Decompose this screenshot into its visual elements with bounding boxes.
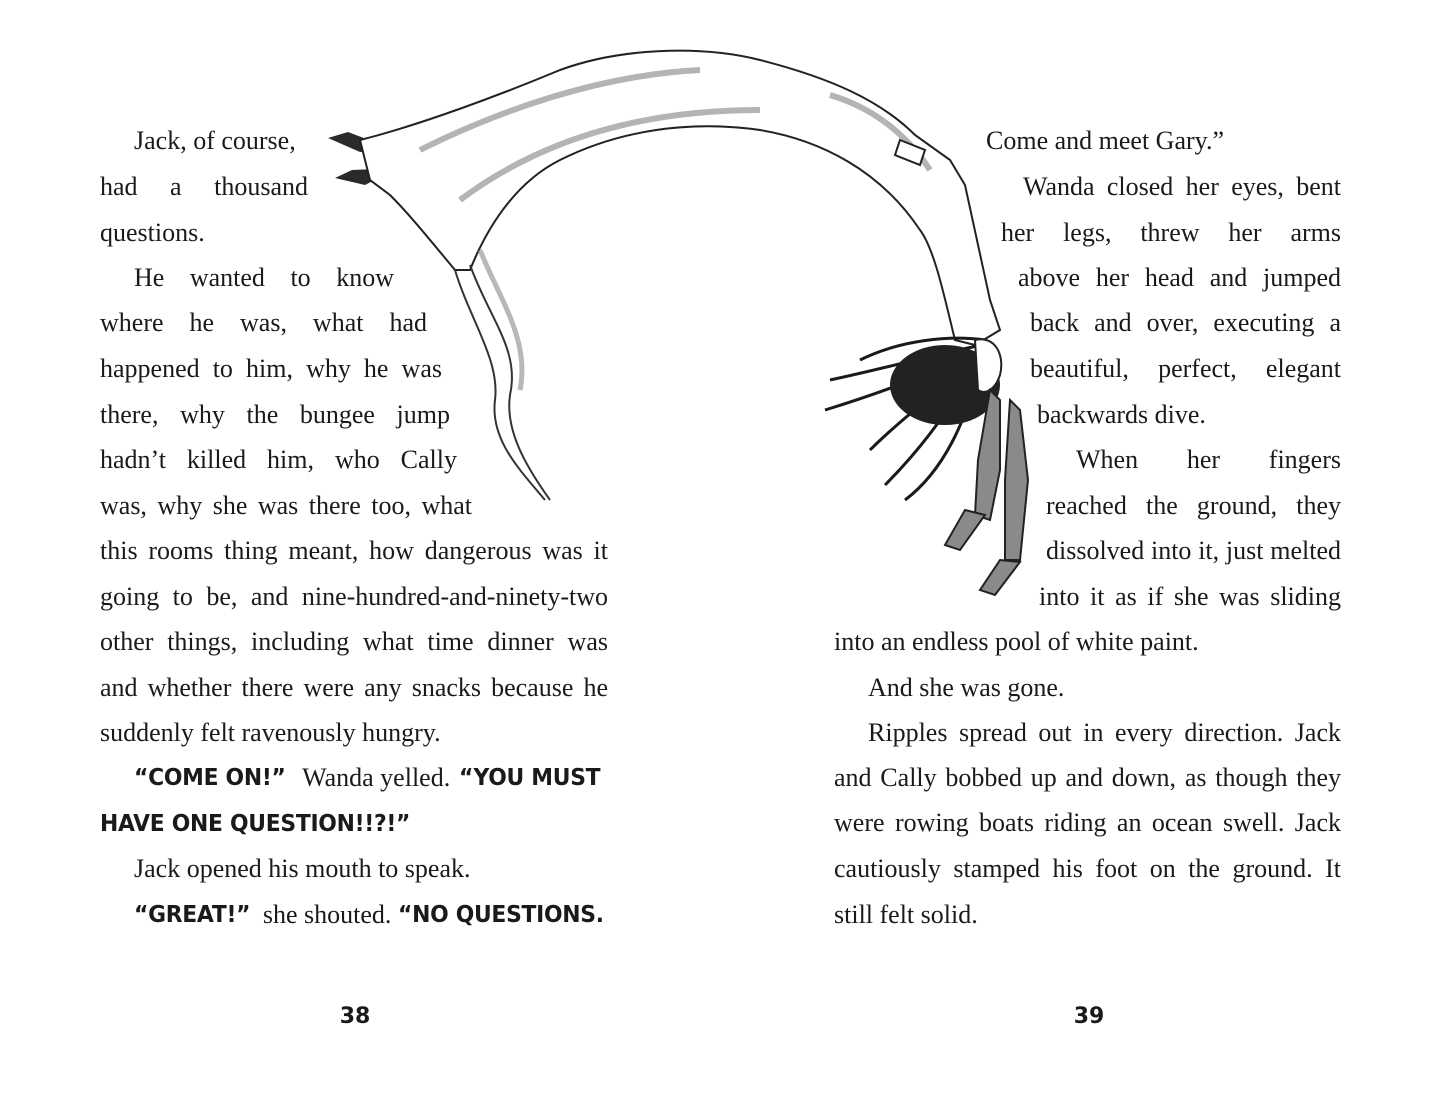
text-line: above her head and jumped xyxy=(1018,263,1341,292)
text-line: happened to him, why he was xyxy=(100,354,442,383)
text-line: Wanda closed her eyes, bent xyxy=(1023,172,1341,201)
text-line: her legs, threw her arms xyxy=(1001,218,1341,247)
shout-text: “NO QUESTIONS. xyxy=(397,902,604,928)
shout-line xyxy=(134,755,608,801)
text-line: dissolved into it, just melted xyxy=(1046,536,1341,565)
text-line: was, why she was there too, what xyxy=(100,491,472,520)
shout-line xyxy=(134,892,608,938)
text-line: this rooms thing meant, how dangerous was it xyxy=(100,536,608,565)
dress-body xyxy=(360,51,1000,345)
dialogue-tag: Wanda yelled. xyxy=(296,763,457,792)
text-line: still felt solid. xyxy=(834,900,978,929)
shout-text: “COME ON!” xyxy=(134,765,286,791)
shout-text: HAVE ONE QUESTION!!?!” xyxy=(100,811,411,837)
text-line: into it as if she was sliding xyxy=(1039,582,1341,611)
dialogue-tag: she shouted. xyxy=(256,900,398,929)
page-number: 38 xyxy=(339,1004,371,1029)
shout-text: “YOU MUST xyxy=(459,765,601,791)
text-line: hadn’t killed him, who Cally xyxy=(100,445,457,474)
text-line: Jack opened his mouth to speak. xyxy=(134,854,471,883)
flowing-fabric xyxy=(455,250,550,500)
text-line: back and over, executing a xyxy=(1030,308,1341,337)
text-line: cautiously stamped his foot on the ground. It xyxy=(834,854,1341,883)
text-line: beautiful, perfect, elegant xyxy=(1030,354,1341,383)
text-line: Ripples spread out in every direction. Jack xyxy=(868,718,1341,747)
text-line: backwards dive. xyxy=(1037,400,1206,429)
text-line: reached the ground, they xyxy=(1046,491,1341,520)
text-line: And she was gone. xyxy=(868,673,1065,702)
text-line: and whether there were any snacks because he xyxy=(100,673,608,702)
page-number: 39 xyxy=(1073,1004,1105,1029)
text-line: Jack, of course, xyxy=(134,126,296,155)
text-line: and Cally bobbed up and down, as though they xyxy=(834,763,1341,792)
shout-text: “GREAT!” xyxy=(134,902,251,928)
text-line: had a thousand xyxy=(100,172,308,201)
text-line: other things, including what time dinner was xyxy=(100,627,608,656)
text-line: When her fingers xyxy=(1076,445,1341,474)
text-line: He wanted to know xyxy=(134,263,394,292)
text-line: Come and meet Gary.” xyxy=(986,126,1224,155)
text-line: into an endless pool of white paint. xyxy=(834,627,1199,656)
text-line: were rowing boats riding an ocean swell. Jack xyxy=(834,808,1341,837)
text-line: questions. xyxy=(100,218,205,247)
text-line: where he was, what had xyxy=(100,308,427,337)
text-line: there, why the bungee jump xyxy=(100,400,450,429)
text-line: suddenly felt ravenously hungry. xyxy=(100,718,441,747)
text-line: going to be, and nine-hundred-and-ninety-two xyxy=(100,582,608,611)
shout-line xyxy=(100,800,426,846)
